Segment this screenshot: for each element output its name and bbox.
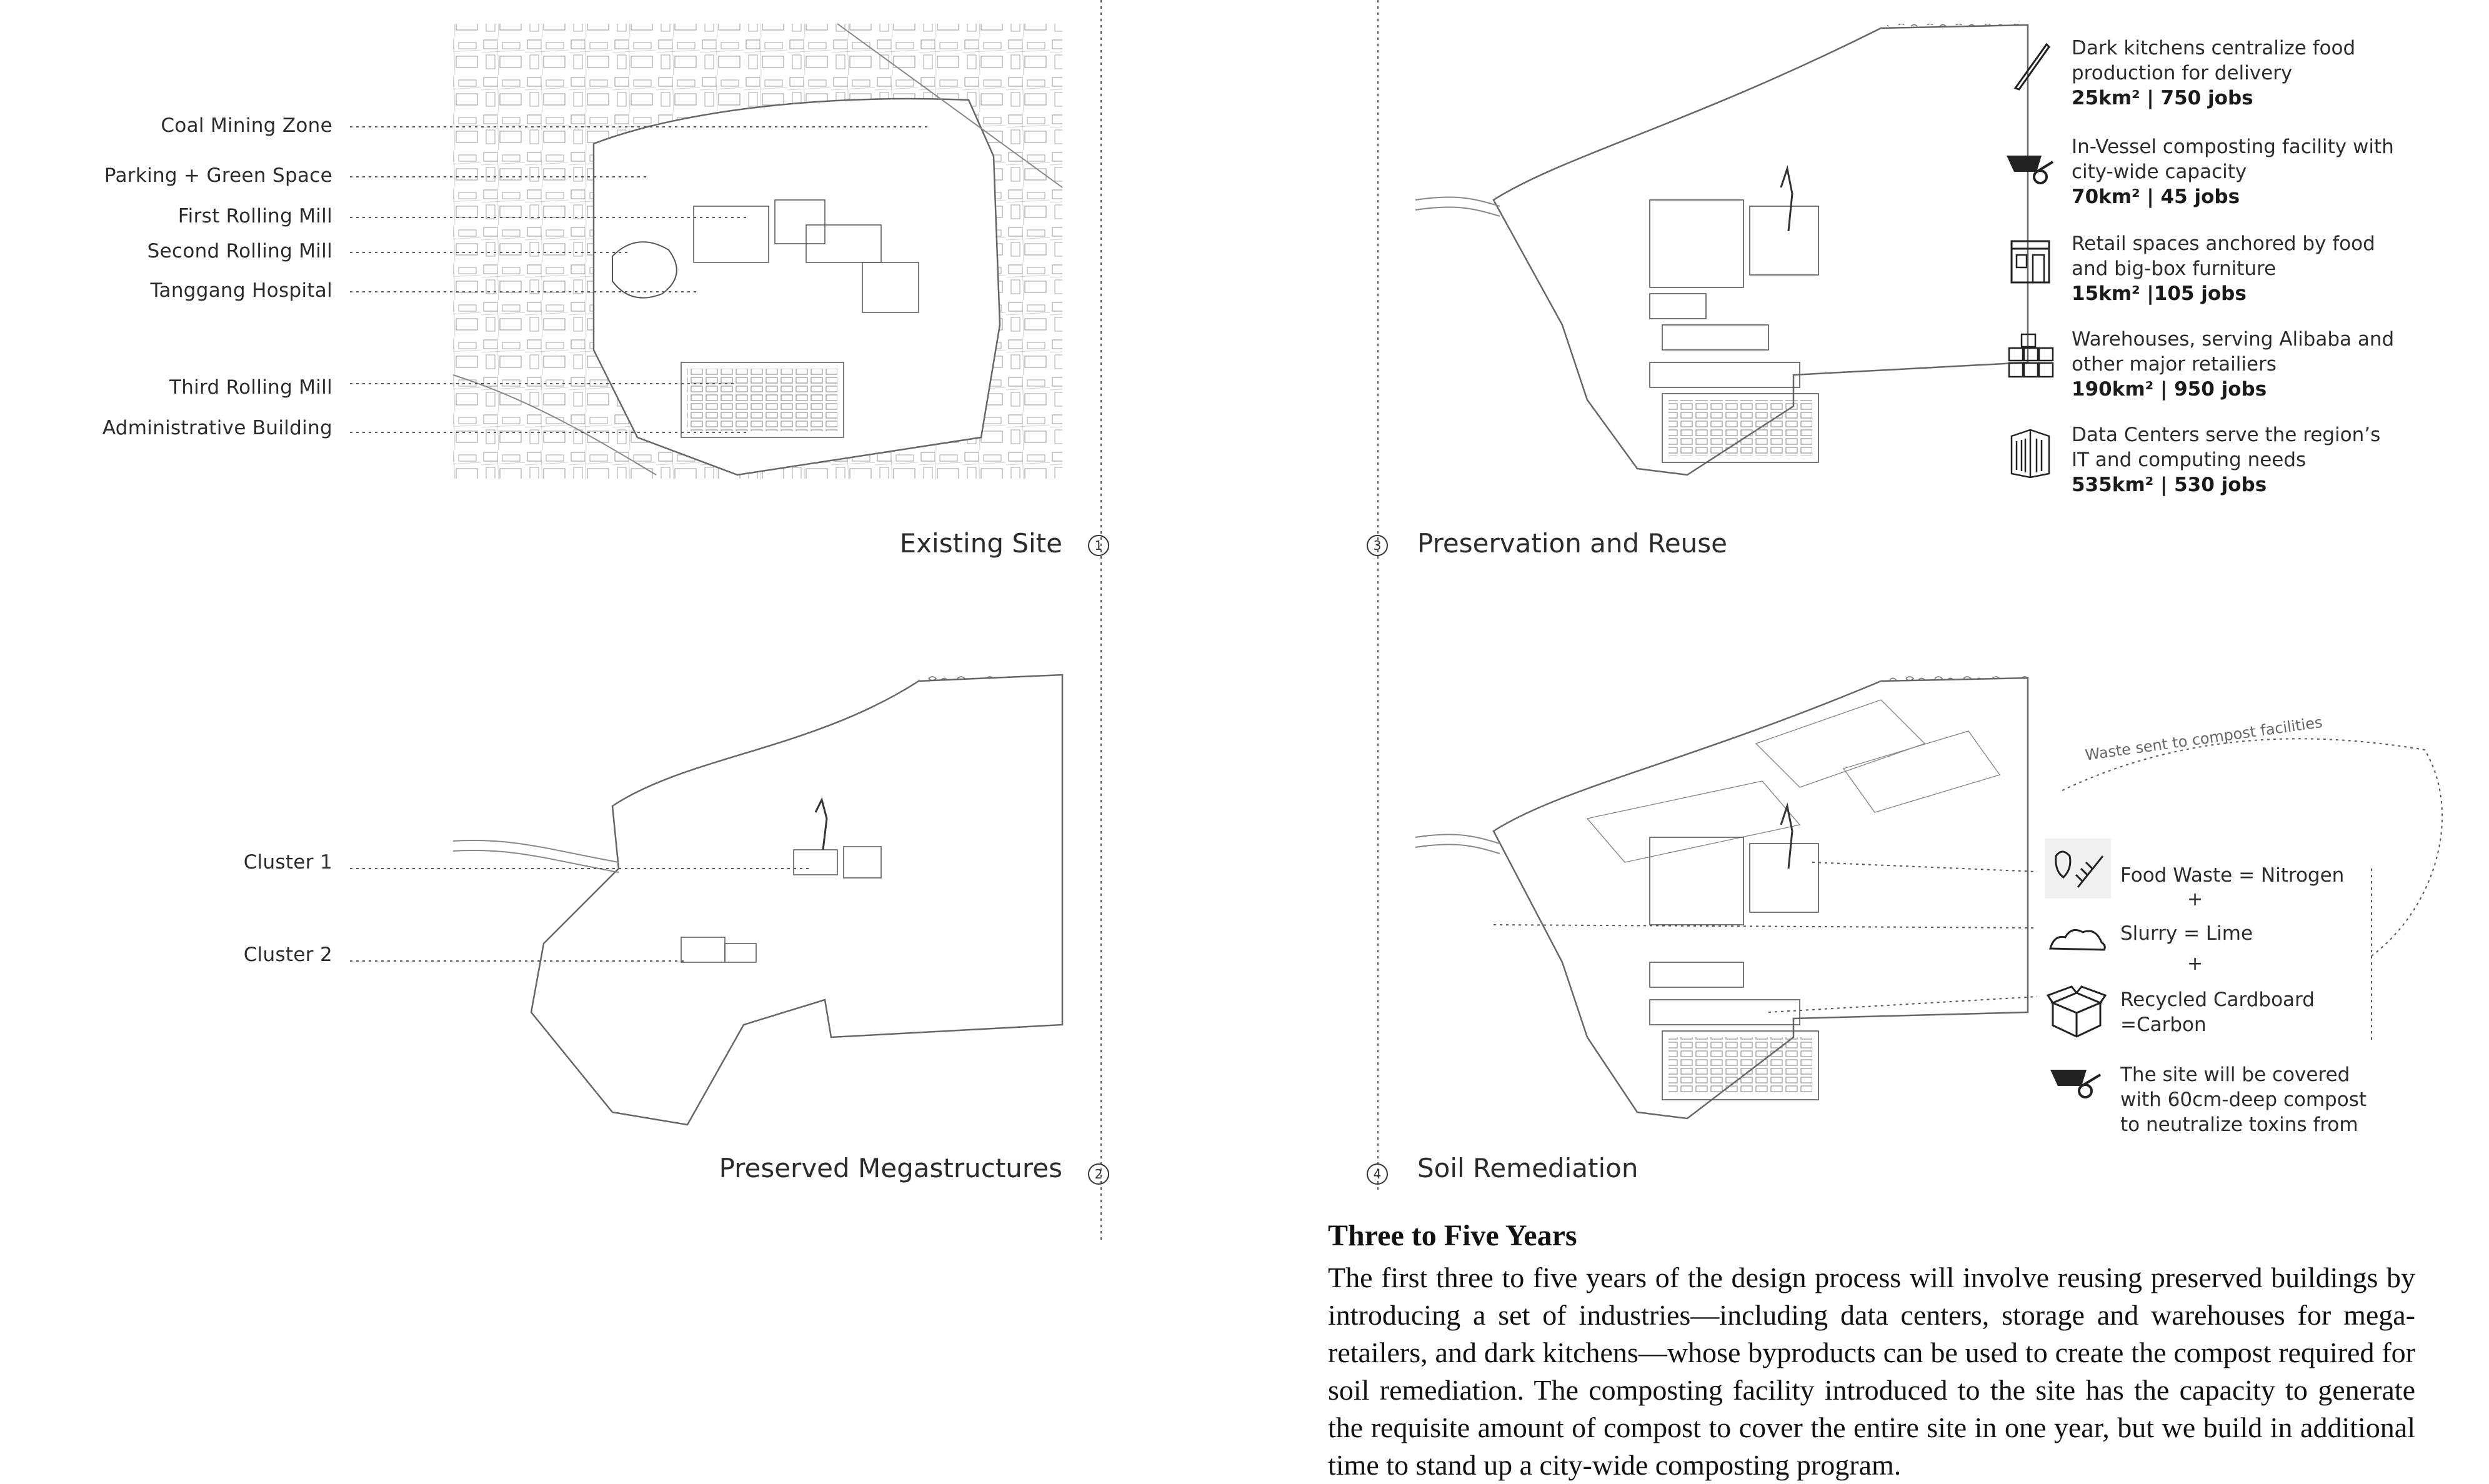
plus-sign: + xyxy=(2187,889,2203,910)
panel-title-existing-site: Existing Site xyxy=(899,528,1062,559)
label-parking-green-space: Parking + Green Space xyxy=(104,164,332,187)
label-administrative-building: Administrative Building xyxy=(102,417,332,439)
label-tanggang-hospital: Tanggang Hospital xyxy=(150,279,332,302)
cardboard-line-1: Recycled Cardboard xyxy=(2120,989,2315,1011)
reuse-map xyxy=(1415,24,2028,475)
label-first-rolling-mill: First Rolling Mill xyxy=(177,205,332,227)
panel-title-preservation-reuse: Preservation and Reuse xyxy=(1417,528,1728,559)
legend-stat: 190km² | 950 jobs xyxy=(2072,378,2267,401)
legend-desc: In-Vessel composting facility with city-wide capacity xyxy=(2072,136,2394,183)
panel-number-3: 3 xyxy=(1367,535,1388,556)
legend-stat: 70km² | 45 jobs xyxy=(2072,186,2240,208)
panel-title-preserved-megastructures: Preserved Megastructures xyxy=(719,1153,1062,1183)
cardboard-label xyxy=(2120,987,2315,1037)
server-rack-icon xyxy=(2003,425,2058,480)
panel-number-4: 4 xyxy=(1367,1163,1388,1185)
slurry-label: Slurry = Lime xyxy=(2120,922,2253,945)
label-coal-mining-zone: Coal Mining Zone xyxy=(161,114,332,137)
legend-item-warehouses xyxy=(2072,327,2397,402)
legend-desc: Dark kitchens centralize food production for delivery xyxy=(2072,37,2356,84)
section-heading: Three to Five Years xyxy=(1328,1219,1577,1252)
legend-item-composting xyxy=(2072,134,2397,209)
panel-title-soil-remediation: Soil Remediation xyxy=(1417,1153,1639,1183)
boxes-icon xyxy=(2003,329,2058,384)
remediation-map xyxy=(1415,674,2442,1118)
cardboard-box-icon xyxy=(2047,984,2107,1040)
legend-desc: Data Centers serve the region’s IT and computing needs xyxy=(2072,424,2381,471)
waste-note: Waste sent to compost facilities xyxy=(2084,713,2324,764)
wheelbarrow-icon xyxy=(2003,137,2058,192)
storefront-icon xyxy=(2003,234,2058,289)
coverage-line-1: The site will be covered xyxy=(2120,1063,2350,1086)
legend-item-retail xyxy=(2072,231,2397,306)
existing-site-map xyxy=(453,24,1062,479)
label-third-rolling-mill: Third Rolling Mill xyxy=(169,376,332,399)
legend-item-data-centers xyxy=(2072,422,2397,497)
legend-stat: 535km² | 530 jobs xyxy=(2072,474,2267,496)
legend-desc: Warehouses, serving Alibaba and other major retailiers xyxy=(2072,328,2395,376)
slurry-icon xyxy=(2047,919,2109,956)
label-cluster-1: Cluster 1 xyxy=(243,851,332,874)
coverage-line-2: with 60cm-deep compost xyxy=(2120,1088,2367,1111)
body-paragraph: The first three to five years of the design process will involve reusing preserved buildings by introducing a set of industries—including data centers, storage and warehouses for mega-retailers, and dark kitchens—whose byproducts can be used to create the compost required for soil remediation. The composting facility introduced to the site has the capacity to generate the requisite amount of compost to cover the entire site in one year, but we build in additional time to stand up a city-wide composting program. xyxy=(1328,1262,2415,1481)
legend-item-dark-kitchens xyxy=(2072,36,2397,111)
knife-icon xyxy=(2003,38,2058,93)
coverage-line-3: to neutralize toxins from xyxy=(2120,1113,2358,1136)
cardboard-line-2: =Carbon xyxy=(2120,1013,2207,1036)
panel-number-1: 1 xyxy=(1088,535,1109,556)
legend-stat: 15km² |105 jobs xyxy=(2072,282,2247,305)
label-second-rolling-mill: Second Rolling Mill xyxy=(147,240,332,262)
food-waste-icon xyxy=(2043,837,2112,900)
coverage-note xyxy=(2120,1062,2367,1137)
legend-desc: Retail spaces anchored by food and big-box furniture xyxy=(2072,232,2375,280)
food-waste-label: Food Waste = Nitrogen xyxy=(2120,864,2345,887)
megastructures-map xyxy=(453,674,1062,1125)
label-cluster-2: Cluster 2 xyxy=(243,944,332,966)
panel-number-2: 2 xyxy=(1088,1163,1109,1185)
plus-sign: + xyxy=(2187,953,2203,975)
wheelbarrow-icon xyxy=(2047,1056,2107,1106)
legend-stat: 25km² | 750 jobs xyxy=(2072,87,2253,109)
